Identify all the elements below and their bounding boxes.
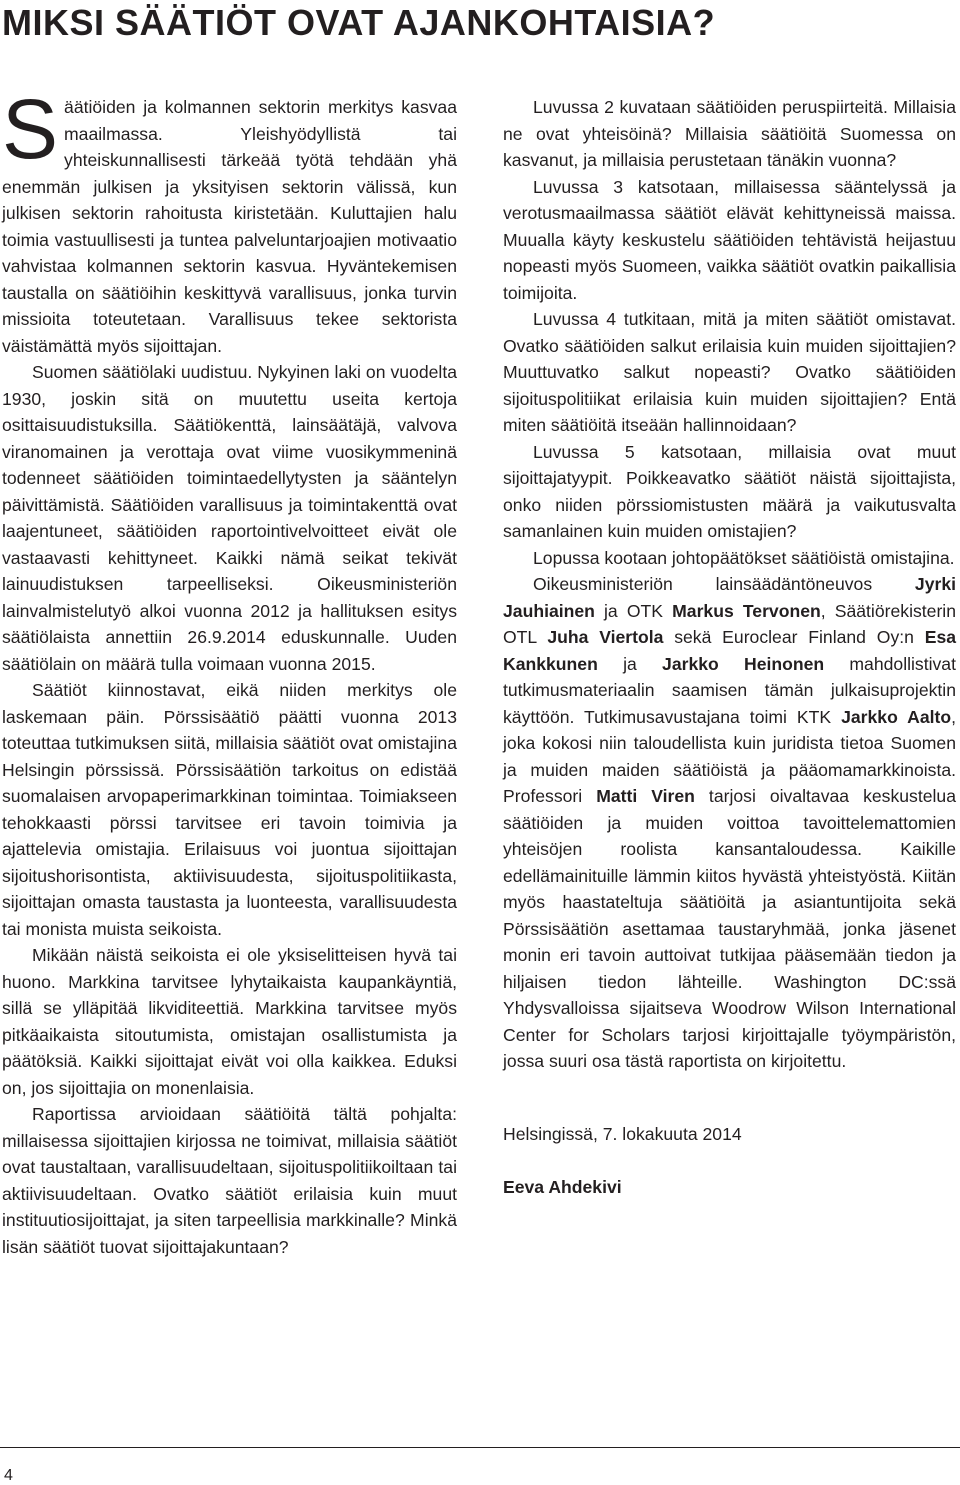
paragraph-report-scope: Raportissa arvioidaan säätiöitä tältä pohjalta: millaisessa sijoittajien kirjossa ne toimivat, millaisia säätiöt ovat taustaltaan, varallisuudeltaan, sijoituspolitiikoiltaan tai aktiivisuudeltaan. Ovatko säätiöt erilaisia kuin muut instituutiosijoittajat, ja siten tarpeellisia markkinalle? Minkä lisän säätiöt tuovat sijoittajakuntaan? (2, 1104, 457, 1257)
spacer (503, 1075, 956, 1121)
author-name: Eeva Ahdekivi (503, 1177, 622, 1197)
paragraph-chapter-4: Luvussa 4 tutkitaan, mitä ja miten säätiöt omistavat. Ovatko säätiöiden salkut erilaisia kuin muiden sijoittajien? Muuttuvatko salkut nopeasti? Ovatko säätiöiden sijoituspolitiikat erilaisia kuin muiden sijoittajien? Entä miten säätiöitä itseään hallinnoidaan? (503, 309, 956, 435)
paragraph-chapter-3: Luvussa 3 katsotaan, millaisessa sääntelyssä ja verotusmaailmassa säätiöt elävät kehittyneissä maissa. Muualla käyty keskustelu säätiöiden tehtävistä heijastuu nopeasti myös Suomeen, vaikka säätiöt ovatkin paikallisia toimijoita. (503, 176, 956, 303)
paragraph-acknowledgements (503, 571, 956, 1075)
paragraph-foundation-law: Suomen säätiölaki uudistuu. Nykyinen laki on vuodelta 1930, joskin sitä on muutettu useita kertoja osittaisuudistuksilla. Säätiökenttä, lainsäätäjä, valvova viranomainen ja verottaja ovat viime vuosikymmeninä todenneet säätiöiden toimintaedellytysten ja sääntelyn päivittämistä. Säätiöiden varallisuus ja toimintakenttä ovat laajentuneet, säätiöiden raportointivelvoitteet eivät ole vastaavasti kehittyneet. Kaikki nämä seikat tekivät lainuudistuksen tarpeelliseksi. Oikeusministeriön lainvalmistelutyö alkoi vuonna 2012 ja hallituksen esitys säätiölaista annettiin 26.9.2014 eduskunnalle. Uuden säätiölain on määrä tulla voimaan vuonna 2015. (2, 362, 457, 674)
ack-name: Markus Tervonen (672, 600, 821, 621)
ack-name: Jarkko Aalto (841, 706, 952, 727)
author-signature (503, 1174, 956, 1201)
spacer (503, 1147, 956, 1174)
intro-paragraph-text: äätiöiden ja kolmannen sektorin merkitys kasvaa maailmassa. Yleishyödyllistä tai yhteiskunnallisesti tärkeää työtä tehdään yhä enemmän julkisen ja yksityisen sektorin välissä, kun julkisen sektorin rahoitusta kiristetään. Kuluttajien halu toimia vastuullisesti ja tuntea palveluntarjoajien motivaatio vahvistaa kolmannen sektorin kasvua. Hyväntekemisen taustalla on säätiöihin keskittyvä varallisuus, jonka turvin missioita toteutetaan. Varallisuus tekee sektorista väistämättä myös sijoittajan. (2, 97, 457, 356)
ack-text: ja (597, 653, 663, 674)
page-title: MIKSI SÄÄTIÖT OVAT AJANKOHTAISIA? (2, 2, 716, 43)
left-column (2, 82, 457, 1260)
paragraph-market-needs: Mikään näistä seikoista ei ole yksiselitteisen hyvä tai huono. Markkina tarvitsee lyhytaikaista kaupankäyntiä, sillä se ylläpitää likviditeettiä. Markkina tarvitsee myös pitkäaikaista sitoutumista, omistajan osallistumista ja päätöksiä. Kaikki sijoittajat eivät voi olla kaikkea. Eduksi on, jos sijoittajia on monenlaisia. (2, 945, 457, 1098)
ack-text: Oikeusministeriön lainsäädäntöneuvos (533, 574, 915, 594)
ack-text: , joka kokosi niin taloudellista kuin juridista tietoa Suomen ja muiden maiden säätiöistä ja pääomamarkkinoista. Professori (503, 706, 957, 806)
ack-text: sekä Euroclear Finland Oy:n (663, 627, 925, 647)
ack-name: Juha Viertola (547, 627, 664, 647)
place-date: Helsingissä, 7. lokakuuta 2014 (503, 1123, 742, 1144)
intro-paragraph (2, 82, 457, 359)
ack-name: Matti Viren (596, 786, 695, 806)
page-number: 4 (4, 1467, 13, 1484)
ack-text: , Säätiörekisterin OTL (503, 600, 956, 647)
ack-text: tarjosi oivaltavaa keskustelua säätiöiden ja muiden voittoa tavoittelemattomien yhteisöjen roolista kansantaloudessa. Kaikille edellämainituille lämmin kiitos hyvästä yhteistyöstä. Kiitän myös haastateltuja säätiöitä ja asiantuntijoita sekä Pörssisäätiön asettamaa taustaryhmää, jonka jäsenet monin eri tavoin auttoivat tutkijaa pääsemään tiedon ja hiljaisen tiedon lähteille. Washington DC:ssä Yhdysvalloissa sijaitseva Woodrow Wilson International Center for Scholars tarjosi kirjoittajalle työympäristön, jossa suuri osa tästä raportista on kirjoitettu. (503, 786, 956, 1071)
paragraph-conclusions: Lopussa kootaan johtopäätökset säätiöistä omistajina. (533, 547, 955, 568)
paragraph-chapter-2: Luvussa 2 kuvataan säätiöiden peruspiirteitä. Millaisia ne ovat yhteisöinä? Millaisia säätiöitä Suomessa on kasvanut, ja millaisia perustetaan tänäkin vuonna? (503, 97, 956, 170)
right-column (503, 94, 956, 1201)
drop-cap: S (2, 82, 59, 176)
ack-name: Jyrki Jauhiainen (503, 574, 956, 621)
ack-name: Jarkko Heinonen (662, 653, 825, 674)
paragraph-chapter-5: Luvussa 5 katsotaan, millaisia ovat muut sijoittajatyypit. Poikkeavatko säätiöt näistä sijoittajista, onko niiden pörssiomistusten määrä ja vaikutusvalta samanlainen kuin muiden omistajien? (503, 441, 956, 541)
paragraph-study-purpose: Säätiöt kiinnostavat, eikä niiden merkitys ole laskemaan päin. Pörssisäätiö päätti vuonna 2013 toteuttaa tutkimuksen siitä, millaisia säätiöt ovat omistajina Helsingin pörssissä. Pörssisäätiön tarkoitus on edistää suomalaisen arvopaperimarkkinan toimintaa. Toimiakseen tehokkaasti pörssi tarvitsee eri tavoin toimivia ja ajattelevia omistajia. Erilaisuus voi juontua sijoittajan sijoitushorisontista, aktiivisuudesta, sijoituspolitiikasta, sijoittajan omasta taustasta ja luonteesta, varallisuudesta tai monista muista seikoista. (2, 680, 457, 939)
ack-name: Esa Kankkunen (503, 627, 957, 674)
footer-rule (0, 1447, 960, 1448)
ack-text: ja OTK (594, 600, 673, 621)
ack-text: mahdollistivat tutkimusmateriaalin saamisen tämän julkaisuprojektin käyttöön. Tutkimusavustajana toimi KTK (503, 653, 956, 727)
